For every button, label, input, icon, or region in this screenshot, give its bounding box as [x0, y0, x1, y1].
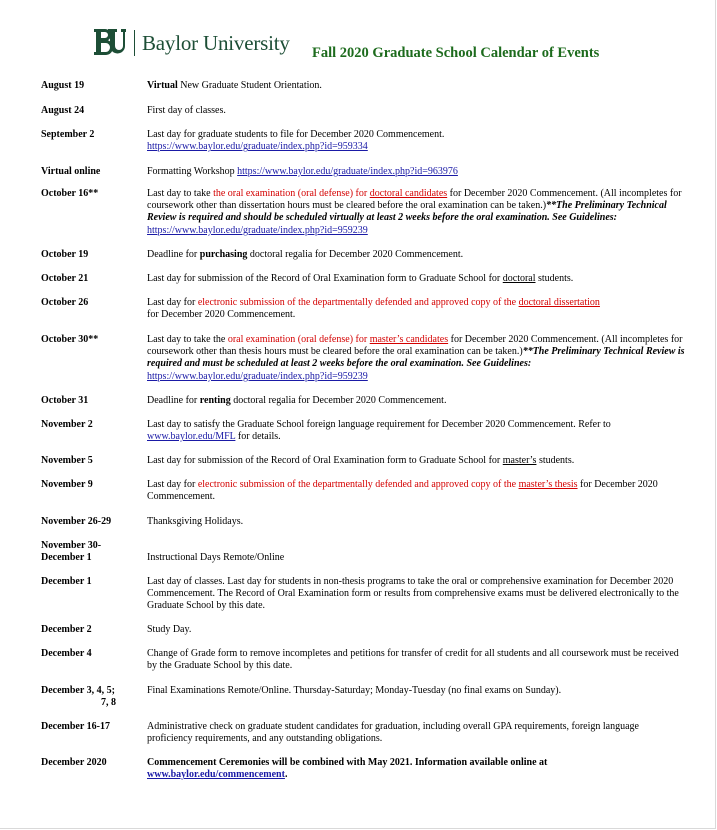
event-description: Administrative check on graduate student candidates for graduation, including overall GPA requirements, foreign language proficiency requirements, and any outstanding obligations. — [147, 721, 639, 745]
event-date: October 19 — [41, 249, 89, 260]
event-description: Last day for graduate students to file for December 2020 Commencement. https://www.baylor.edu/graduate/index.php?id=959334 — [147, 129, 445, 153]
calendar-title: Fall 2020 Graduate School Calendar of Events — [312, 45, 600, 61]
event-description: Deadline for purchasing doctoral regalia for December 2020 Commencement. — [147, 249, 464, 260]
event-link[interactable]: https://www.baylor.edu/graduate/index.php?id=959334 — [147, 141, 368, 153]
baylor-bu-icon — [93, 26, 127, 60]
event-description: Final Examinations Remote/Online. Thursday-Saturday; Monday-Tuesday (no final exams on Sunday). — [147, 685, 562, 696]
event-date: December 3, 4, 5; 7, 8 — [41, 685, 116, 709]
event-description: Virtual New Graduate Student Orientation. — [147, 80, 322, 91]
event-date: October 16** — [41, 188, 99, 199]
event-link[interactable]: www.baylor.edu/commencement — [147, 769, 285, 781]
university-name: Baylor University — [142, 30, 290, 55]
event-date: December 2 — [41, 624, 92, 635]
event-description: Last day to take the oral examination (oral defense) for master’s candidates for December 2020 Commencement. (All incompletes for coursework other than thesis hours must be cleared before the oral examination can be taken.)**The Preliminary Technical Review is required and must be scheduled at least 2 weeks before the oral examination. See Guidelines: https://www.baylor.edu/graduate/index.php?id=959239 — [147, 334, 685, 382]
event-description: Thanksgiving Holidays. — [147, 516, 244, 527]
event-date: August 24 — [41, 105, 85, 116]
baylor-logo — [93, 26, 290, 60]
event-description: Last day for submission of the Record of Oral Examination form to Graduate School for doctoral students. — [147, 273, 574, 284]
event-description: Last day for electronic submission of the departmentally defended and approved copy of the doctoral dissertation for December 2020 Commencement. — [147, 297, 600, 321]
logo-divider — [134, 30, 135, 56]
event-description: Instructional Days Remote/Online — [147, 552, 285, 563]
event-description: Study Day. — [147, 624, 192, 635]
event-description: Last day for electronic submission of the departmentally defended and approved copy of the master’s thesis for December 2020 Commencement. — [147, 479, 658, 503]
event-description: First day of classes. — [147, 105, 226, 116]
event-date: November 30- December 1 — [41, 540, 102, 564]
event-date: August 19 — [41, 80, 85, 91]
event-date: December 4 — [41, 648, 92, 659]
event-date: December 1 — [41, 576, 92, 587]
event-date: October 21 — [41, 273, 89, 284]
event-description: Deadline for renting doctoral regalia for December 2020 Commencement. — [147, 395, 447, 406]
event-link[interactable]: https://www.baylor.edu/graduate/index.php?id=959239 — [147, 370, 368, 382]
event-date: October 31 — [41, 395, 89, 406]
event-date: December 2020 — [41, 757, 107, 768]
event-date: September 2 — [41, 129, 95, 140]
event-date: November 5 — [41, 455, 93, 466]
event-description: Formatting Workshop https://www.baylor.edu/graduate/index.php?id=963976 — [147, 166, 458, 177]
event-link[interactable]: www.baylor.edu/MFL — [147, 431, 236, 443]
event-date: November 9 — [41, 479, 93, 490]
event-date: October 26 — [41, 297, 89, 308]
event-description: Commencement Ceremonies will be combined with May 2021. Information available online at www.baylor.edu/commencement. — [147, 757, 548, 781]
event-description: Last day of classes. Last day for students in non-thesis programs to take the oral or comprehensive examination for December 2020 Commencement. The Record of Oral Examination form or results from comprehensive exams must be delivered electronically to the Graduate School by this date. — [147, 576, 679, 612]
event-link[interactable]: https://www.baylor.edu/graduate/index.php?id=963976 — [237, 166, 458, 177]
event-date: November 26-29 — [41, 516, 112, 527]
event-description: Last day to satisfy the Graduate School foreign language requirement for December 2020 Commencement. Refer to www.baylor.edu/MFL for details. — [147, 419, 611, 443]
event-date: December 16-17 — [41, 721, 110, 732]
event-date: October 30** — [41, 334, 99, 345]
event-date: November 2 — [41, 419, 93, 430]
event-date: Virtual online — [41, 166, 101, 177]
event-description: Last day to take the oral examination (oral defense) for doctoral candidates for December 2020 Commencement. (All incompletes for coursework other than dissertation hours must be cleared before the oral examination can be taken.)**The Preliminary Technical Review is required and should be scheduled virtually at least 2 weeks before the oral examination. See Guidelines: https://www.baylor.edu/graduate/index.php?id=959239 — [147, 188, 682, 236]
event-link[interactable]: https://www.baylor.edu/graduate/index.php?id=959239 — [147, 224, 368, 236]
event-description: Last day for submission of the Record of Oral Examination form to Graduate School for master’s students. — [147, 455, 575, 466]
event-description: Change of Grade form to remove incompletes and petitions for transfer of credit for all students and all coursework must be received by the Graduate School by this date. — [147, 648, 679, 672]
